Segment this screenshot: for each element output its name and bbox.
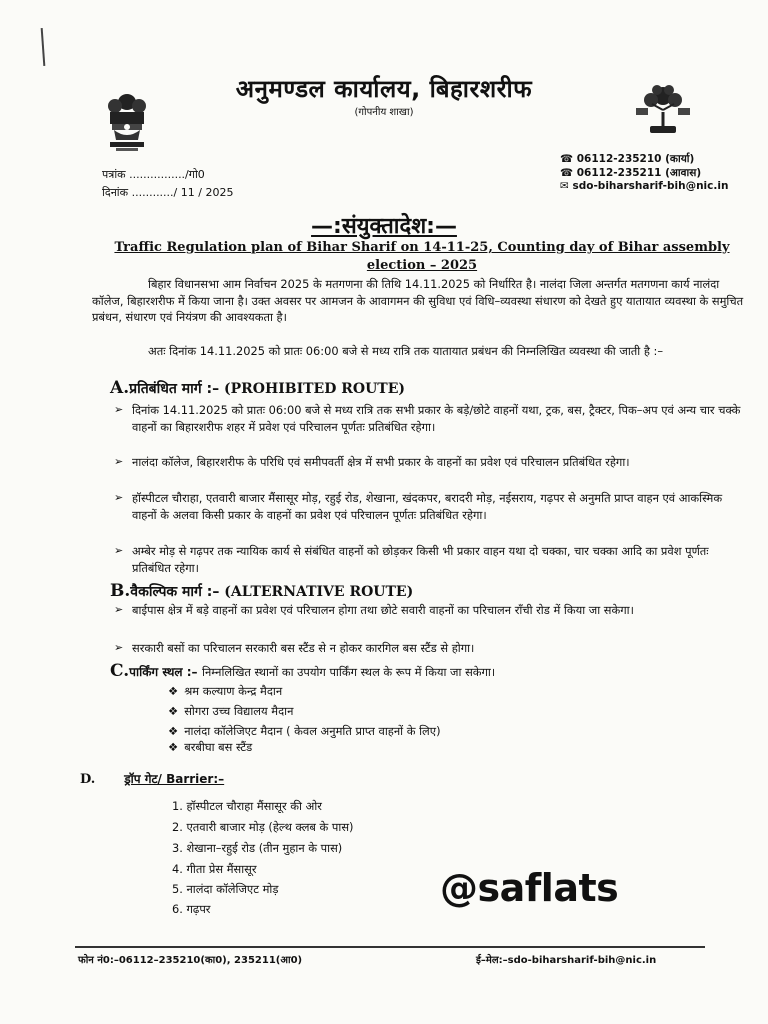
barrier-item: 2. एतवारी बाजार मोड़ (हेल्थ क्लब के पास) [172, 820, 354, 834]
office-subtitle: (गोपनीय शाखा) [354, 107, 414, 118]
residence-phone-text: 06112-235211 (आवास) [576, 167, 702, 179]
intro-paragraph: बिहार विधानसभा आम निर्वाचन 2025 के मतगणना की तिथि 14.11.2025 को निर्धारित है। नालंदा जिला अन्तर्गत मतगणना कार्य नालंदा कॉलेज, बिहारशरीफ में किया जाना है। उक्त अवसर पर आमजन के आवागमन की सुविधा एवं विधि–व्यवस्था संधारण को देखते हुए यातायात व्यवस्था के समुचित प्रबंधन, संधारण एवं नियंत्रण की आवश्यकता है। [92, 277, 744, 324]
arrow-bullet-icon: ➢ [114, 544, 124, 557]
footer-phone: फोन नं0:–06112–235210(का0), 235211(आ0) [78, 955, 303, 966]
section-a-point-text: दिनांक 14.11.2025 को प्रातः 06:00 बजे से मध्य रात्रि तक सभी प्रकार के बड़े/छोटे वाहनों यथा, ट्रक, बस, ट्रैक्टर, पिक–अप एवं अन्य चार चक्के वाहनों का बिहारशरीफ शहर में प्रवेश एवं परिचालन पूर्णतः प्रतिबंधित रहेगा। [132, 403, 741, 434]
barrier-item: 5. नालंदा कॉलेजिएट मोड़ [172, 882, 279, 896]
section-b-point [114, 602, 750, 619]
diamond-bullet-icon: ❖ [168, 724, 179, 738]
barrier-item: 6. गढ़पर [172, 902, 211, 916]
arrow-bullet-icon: ➢ [114, 641, 124, 654]
section-a-point [114, 490, 750, 523]
footer-divider [75, 946, 705, 948]
office-email [560, 180, 728, 192]
parking-item-text: नालंदा कॉलेजिएट मैदान ( केवल अनुमति प्राप्त वाहनों के लिए) [184, 724, 441, 738]
section-b-point-text: बाईपास क्षेत्र में बड़े वाहनों का प्रवेश एवं परिचालन होगा तथा छोटे सवारी वाहनों का परिचालन राँची रोड में किया जा सकेगा। [132, 603, 634, 617]
phone-icon: ☎ [560, 153, 574, 165]
section-b-point [114, 640, 750, 657]
parking-item [168, 724, 441, 739]
diamond-bullet-icon: ❖ [168, 684, 179, 698]
order-subject: Traffic Regulation plan of Bihar Sharif on 14-11-25, Counting day of Bihar assembly election – 2025 [114, 240, 730, 273]
section-c-label: पार्किंग स्थल :– [129, 665, 198, 679]
diamond-bullet-icon: ❖ [168, 704, 179, 718]
section-a-point-text: हॉस्पीटल चौराहा, एतवारी बाजार मैंसासूर मोड़, रहुई रोड, शेखाना, खंदकपर, बरादरी मोड़, नईसराय, गढ़पर से अनुमति प्राप्त वाहन एवं आकस्मिक वाहनों के अलवा किसी प्रकार के वाहनों का प्रवेश एवं परिचालन पूर्णतः प्रतिबंधित रहेगा। [132, 491, 723, 522]
arrow-bullet-icon: ➢ [114, 491, 124, 504]
arrow-bullet-icon: ➢ [114, 455, 124, 468]
mail-icon: ✉ [560, 180, 569, 192]
footer-email: ई–मेल:–sdo-biharsharif-bih@nic.in [476, 955, 657, 966]
section-a-point-text: अम्बेर मोड़ से गढ़पर तक न्यायिक कार्य से संबंधित वाहनों को छोड़कर किसी भी प्रकार वाहन यथा दो चक्का, चार चक्का आदि का प्रवेश पूर्णतः प्रतिबंधित रहेगा। [132, 544, 709, 575]
office-phone [560, 152, 694, 166]
section-a-point-text: नालंदा कॉलेज, बिहारशरीफ के परिधि एवं समीपवर्ती क्षेत्र में सभी प्रकार के वाहनों का प्रवेश एवं परिचालन प्रतिबंधित रहेगा। [132, 455, 630, 469]
parking-item [168, 740, 252, 755]
barrier-item: 1. हॉस्पीटल चौराहा मैंसासूर की ओर [172, 799, 322, 813]
section-a-point [114, 543, 750, 576]
watermark-handle: @saflats [440, 866, 619, 910]
second-paragraph: अतः दिनांक 14.11.2025 को प्रातः 06:00 बजे से मध्य रात्रि तक यातायात प्रबंधन की निम्नलिखित व्यवस्था की जाती है :– [148, 344, 664, 358]
section-c-letter: C. [110, 661, 130, 681]
section-a-point [114, 454, 750, 471]
section-a-letter: A. [110, 378, 130, 398]
office-email-text: sdo-biharsharif-bih@nic.in [572, 180, 729, 192]
section-a-label: प्रतिबंधित मार्ग :– [129, 381, 220, 397]
section-c-text: निम्नलिखित स्थानों का उपयोग पार्किंग स्थल के रूप में किया जा सकेगा। [202, 665, 496, 679]
section-b-heading [110, 581, 413, 601]
arrow-bullet-icon: ➢ [114, 403, 124, 416]
section-a-english: (PROHIBITED ROUTE) [224, 381, 405, 397]
diamond-bullet-icon: ❖ [168, 740, 179, 754]
section-b-english: (ALTERNATIVE ROUTE) [224, 584, 414, 600]
reference-number: पत्रांक ................/गो0 [102, 168, 205, 181]
office-title: अनुमण्डल कार्यालय, बिहारशरीफ [235, 75, 533, 103]
section-b-point-text: सरकारी बसों का परिचालन सरकारी बस स्टैंड से न होकर कारगिल बस स्टैंड से होगा। [132, 641, 475, 655]
reference-date: दिनांक ............/ 11 / 2025 [102, 186, 234, 199]
section-b-label: वैकल्पिक मार्ग :– [130, 584, 220, 600]
section-b-letter: B. [110, 581, 131, 601]
barrier-item: 3. शेखाना–रहुई रोड (तीन मुहान के पास) [172, 841, 343, 855]
order-title: —:संयुक्तादेश:— [311, 214, 457, 239]
parking-item [168, 704, 293, 719]
parking-item-text: बरबीघा बस स्टैंड [184, 740, 253, 754]
parking-item-text: श्रम कल्याण केन्द्र मैदान [184, 684, 283, 698]
section-c-heading [110, 661, 495, 681]
office-phone-text: 06112-235210 (कार्या) [576, 153, 695, 165]
section-d-letter: D. [80, 772, 96, 787]
barrier-item: 4. गीता प्रेस मैंसासूर [172, 862, 257, 876]
section-d-heading [80, 770, 224, 787]
phone-icon: ☎ [560, 167, 574, 179]
section-a-point [114, 402, 750, 435]
arrow-bullet-icon: ➢ [114, 603, 124, 616]
parking-item-text: सोगरा उच्च विद्यालय मैदान [184, 704, 294, 718]
section-d-label: ड्रॉप गेट/ Barrier:– [124, 772, 225, 786]
section-a-heading [110, 378, 405, 398]
margin-pen-mark [41, 28, 46, 66]
parking-item [168, 684, 282, 699]
residence-phone [560, 166, 701, 180]
